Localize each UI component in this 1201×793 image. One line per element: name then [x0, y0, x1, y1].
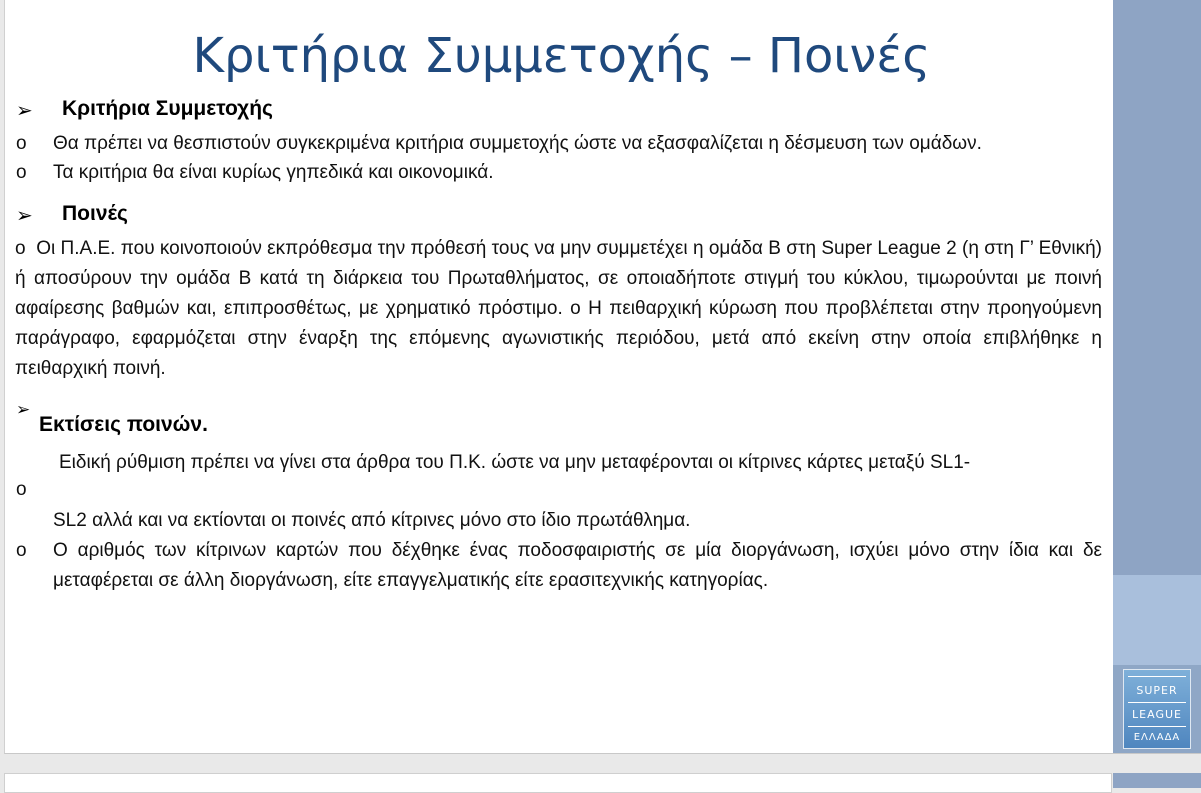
slide-title: Κριτήρια Συμμετοχής – Ποινές — [192, 28, 931, 84]
section-heading-criteria: Κριτήρια Συμμετοχής — [62, 97, 273, 120]
logo-line — [1128, 676, 1186, 677]
section-heading-suspensions: Εκτίσεις ποινών. — [39, 413, 208, 436]
arrow-bullet-icon: ➢ — [16, 400, 31, 419]
circle-bullet-icon: o — [16, 162, 27, 183]
arrow-bullet-icon: ➢ — [16, 100, 33, 122]
super-league-logo — [1123, 669, 1191, 749]
logo-line — [1128, 702, 1186, 703]
side-bar-light-band — [1113, 575, 1201, 665]
side-decoration-bar — [1113, 0, 1201, 753]
next-slide-side-bar — [1113, 773, 1201, 788]
next-slide-preview — [4, 773, 1112, 793]
logo-line — [1128, 726, 1186, 727]
arrow-bullet-icon: ➢ — [16, 205, 33, 227]
logo-zone — [1113, 665, 1201, 753]
penalties-text: Οι Π.Α.Ε. που κοινοποιούν εκπρόθεσμα την πρόθεσή τους να μην συμμετέχει η ομάδα Β στη Super League 2 (η στη Γ’ Εθνική) ή αποσύρουν την ομάδα Β κατά τη διάρκεια του Πρωταθλήματος, σε οποιαδήποτε στιγμή του κύκλου, τιμωρούνται με ποινή αφαίρεσης βαθμών και, επιπροσθέτως, με χρηματικό πρόστιμο. o Η πειθαρχική κύρωση που προβλέπεται στην προηγούμενη παράγραφο, εφαρμόζεται στην έναρξη της επόμενης αγωνιστικής περιόδου, μετά από εκείνη στην οποία επιβλήθηκε η πειθαρχική ποινή. — [15, 238, 1102, 379]
circle-bullet-icon: o — [16, 479, 27, 500]
logo-text-ellada: ΕΛΛΑΔΑ — [1133, 732, 1181, 743]
suspension-item-line: SL2 αλλά και να εκτίονται οι ποινές από κίτρινες μόνο στο ίδιο πρωτάθλημα. — [53, 510, 691, 531]
slide — [4, 0, 1201, 754]
criteria-item: Θα πρέπει να θεσπιστούν συγκεκριμένα κριτήρια συμμετοχής ώστε να εξασφαλίζεται η δέσμευση των ομάδων. — [53, 133, 982, 154]
logo-text-super: SUPER — [1136, 684, 1178, 697]
suspension-item: Ο αριθμός των κίτρινων καρτών που δέχθηκε ένας ποδοσφαιριστής σε μία διοργάνωση, ισχύει μόνο στην ίδια και δε μεταφέρεται σε άλλη διοργάνωση, είτε επαγγελματικής είτε ερασιτεχνικής κατηγορίας. — [53, 540, 1102, 591]
circle-bullet-icon: o — [16, 540, 27, 561]
suspension-item-line: Ειδική ρύθμιση πρέπει να γίνει στα άρθρα του Π.Κ. ώστε να μην μεταφέρονται οι κίτρινες κάρτες μεταξύ SL1- — [59, 452, 971, 473]
penalties-paragraph — [15, 234, 1102, 384]
circle-bullet-icon: o — [16, 133, 27, 154]
section-heading-penalties: Ποινές — [62, 202, 128, 225]
logo-text-league: LEAGUE — [1132, 708, 1182, 721]
circle-bullet-icon: o — [15, 238, 26, 259]
criteria-item: Τα κριτήρια θα είναι κυρίως γηπεδικά και οικονομικά. — [53, 162, 494, 183]
